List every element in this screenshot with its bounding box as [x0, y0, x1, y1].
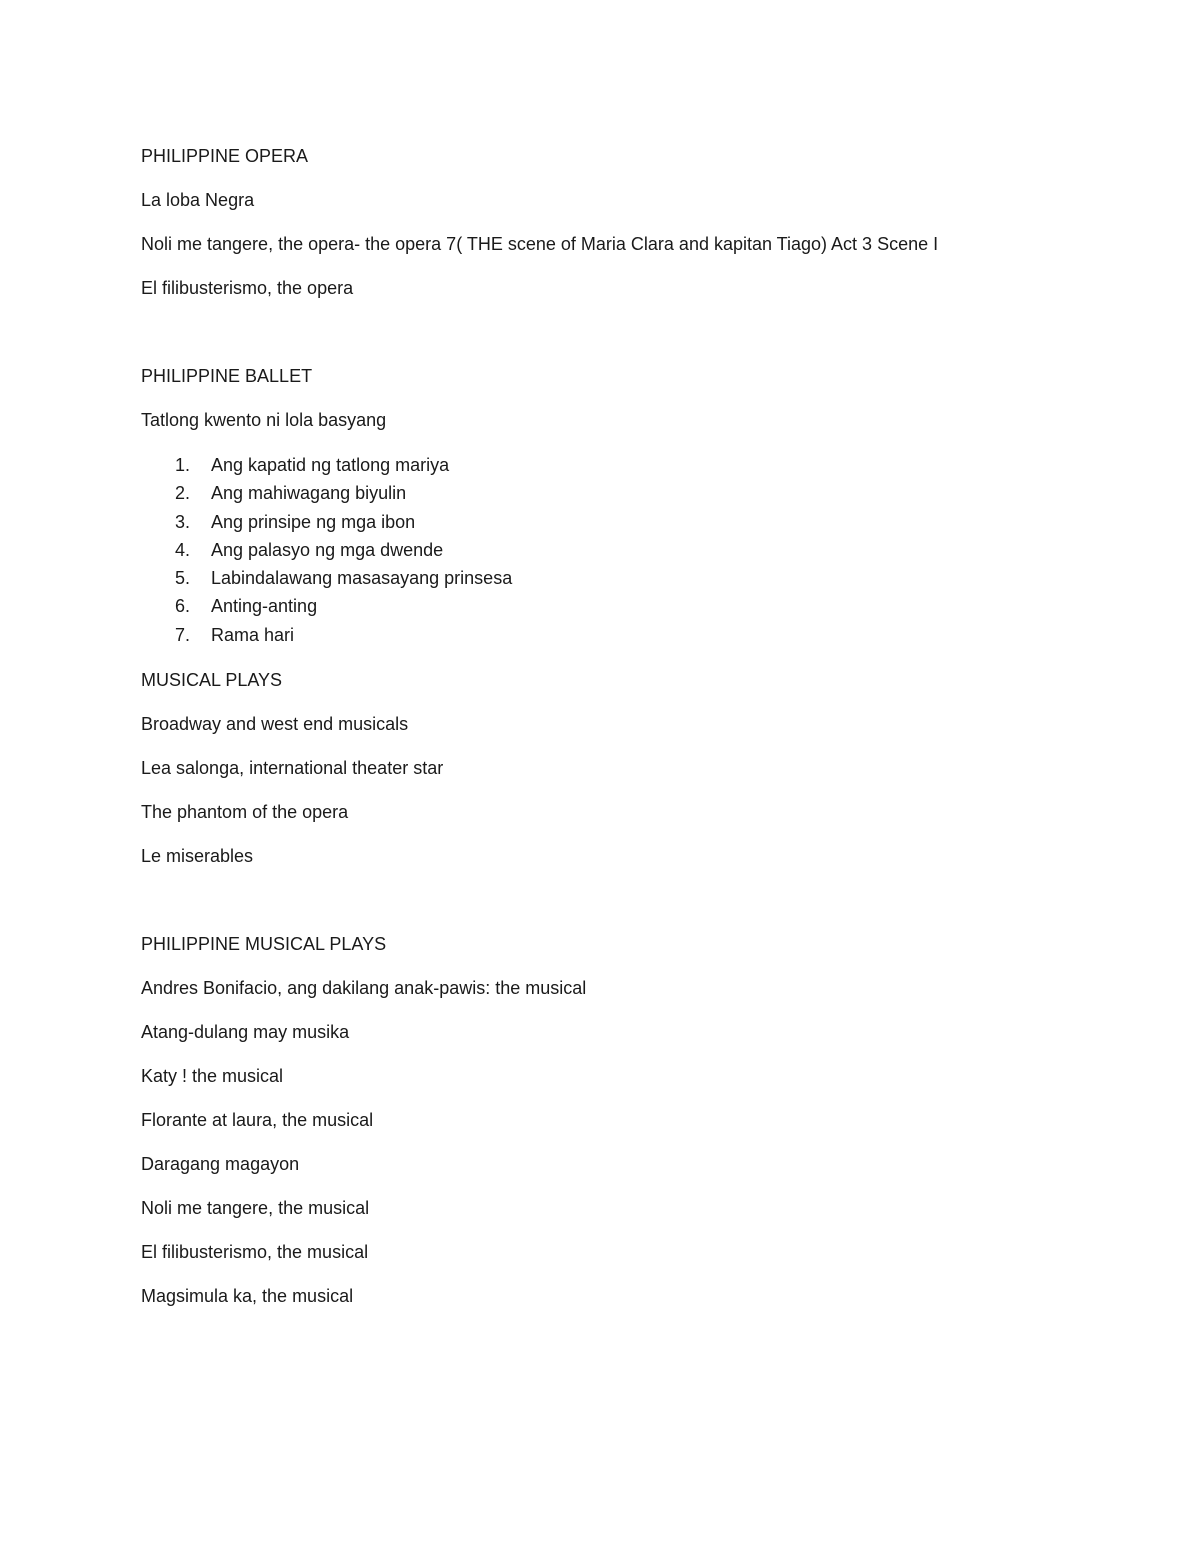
paragraph: Atang-dulang may musika: [141, 1022, 350, 1043]
list-item: [141, 451, 1041, 479]
paragraph: Andres Bonifacio, ang dakilang anak-pawis: the musical: [141, 978, 587, 999]
section-musical-plays: [141, 667, 1041, 869]
paragraph: Tatlong kwento ni lola basyang: [141, 410, 387, 430]
paragraph: The phantom of the opera: [141, 802, 349, 823]
section-philippine-opera: [141, 143, 1041, 301]
paragraph: El filibusterismo, the musical: [141, 1242, 369, 1263]
list-item: [141, 621, 1041, 649]
paragraph: Lea salonga, international theater star: [141, 758, 444, 779]
section-heading: PHILIPPINE BALLET: [141, 366, 313, 386]
list-text: Ang kapatid ng tatlong mariya: [211, 455, 450, 475]
paragraph: Noli me tangere, the musical: [141, 1198, 370, 1219]
paragraph: El filibusterismo, the opera: [141, 278, 354, 298]
paragraph: Broadway and west end musicals: [141, 714, 409, 735]
list-item: [141, 564, 1041, 592]
list-item: [141, 508, 1041, 536]
paragraph: Florante at laura, the musical: [141, 1110, 374, 1131]
list-text: Anting-anting: [211, 596, 318, 617]
section-philippine-ballet: [141, 363, 1041, 649]
list-item: [141, 592, 1041, 620]
list-number: 4.: [175, 539, 191, 560]
section-heading: MUSICAL PLAYS: [141, 670, 283, 691]
list-text: Ang palasyo ng mga dwende: [211, 539, 444, 560]
document-body: [141, 143, 1041, 1327]
blank-line: [141, 319, 1041, 363]
list-item: [141, 479, 1041, 507]
list-text: Rama hari: [211, 624, 295, 645]
list-number: 1.: [175, 455, 191, 475]
paragraph: Daragang magayon: [141, 1154, 300, 1175]
list-text: Labindalawang masasayang prinsesa: [211, 568, 513, 589]
list-text: Ang mahiwagang biyulin: [211, 483, 407, 504]
paragraph: Noli me tangere, the opera- the opera 7( THE scene of Maria Clara and kapitan Tiago) Act 3 Scene I: [141, 234, 939, 254]
section-heading: PHILIPPINE MUSICAL PLAYS: [141, 934, 387, 955]
list-number: 6.: [175, 596, 191, 617]
list-number: 7.: [175, 624, 191, 645]
list-number: 3.: [175, 511, 191, 532]
paragraph: Magsimula ka, the musical: [141, 1286, 354, 1307]
paragraph: La loba Negra: [141, 190, 255, 210]
blank-line: [141, 887, 1041, 931]
list-number: 5.: [175, 568, 191, 589]
paragraph: Katy ! the musical: [141, 1066, 284, 1087]
numbered-list: [141, 451, 1041, 649]
section-philippine-musical-plays: [141, 931, 1041, 1309]
section-heading: PHILIPPINE OPERA: [141, 146, 309, 166]
paragraph: Le miserables: [141, 846, 254, 867]
list-item: [141, 536, 1041, 564]
list-number: 2.: [175, 483, 191, 504]
list-text: Ang prinsipe ng mga ibon: [211, 511, 416, 532]
